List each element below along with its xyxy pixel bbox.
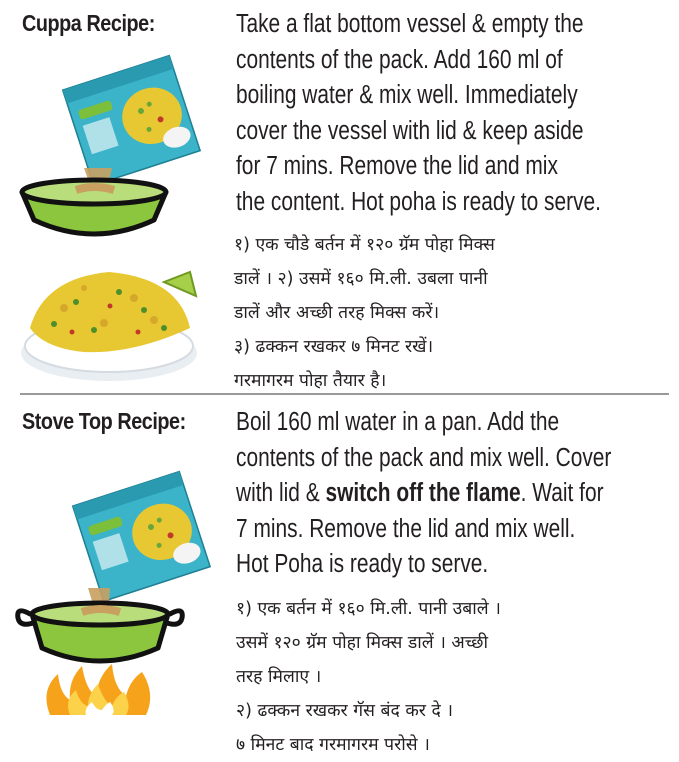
- cuppa-recipe-heading: Cuppa Recipe:: [22, 10, 155, 36]
- stove-hi-line: २) ढक्कन रखकर गॅस बंद कर दे ।: [236, 701, 453, 721]
- stove-hi-line: ७ मिनट बाद गरमागरम परोसे ।: [236, 735, 430, 755]
- cuppa-hi-line: ३) ढक्कन रखकर ७ मिनट रखें।: [234, 337, 434, 357]
- stove-en-line: 7 mins. Remove the lid and mix well.: [236, 514, 576, 543]
- cuppa-english-instructions: [236, 7, 671, 220]
- stove-en-line: Hot Poha is ready to serve.: [236, 550, 489, 578]
- cuppa-hi-line: डालें । २) उसमें १६० मि.ली. उबला पानी: [234, 269, 488, 289]
- cuppa-hi-line: १) एक चौडे बर्तन में १२० ग्रॅम पोहा मिक्स: [234, 235, 495, 255]
- cuppa-hi-line: गरमागरम पोहा तैयार है।: [234, 371, 387, 391]
- poha-plate-image: [14, 258, 204, 388]
- cuppa-en-line: cover the vessel with lid & keep aside: [236, 116, 584, 145]
- stove-top-recipe-heading: Stove Top Recipe:: [22, 408, 186, 434]
- cuppa-hindi-instructions: [234, 228, 495, 398]
- cuppa-en-line: contents of the pack. Add 160 ml of: [236, 45, 563, 74]
- flame-icon: [30, 660, 170, 720]
- stove-english-instructions: [236, 405, 671, 583]
- switch-off-flame-emphasis: switch off the flame: [325, 479, 521, 507]
- stove-en-line: [236, 476, 671, 512]
- stove-hindi-instructions: [236, 592, 501, 762]
- cuppa-en-line: boiling water & mix well. Immediately: [236, 81, 578, 109]
- cuppa-en-line: Take a flat bottom vessel & empty the: [236, 10, 584, 38]
- cuppa-hi-line: डालें और अच्छी तरह मिक्स करें।: [234, 303, 440, 323]
- cuppa-en-line: for 7 mins. Remove the lid and mix: [236, 152, 558, 180]
- stove-en-line: contents of the pack and mix well. Cover: [236, 443, 612, 472]
- cuppa-en-line: the content. Hot poha is ready to serve.: [236, 187, 601, 216]
- stove-hi-line: तरह मिलाए ।: [236, 667, 322, 687]
- stove-en-line: Boil 160 ml water in a pan. Add the: [236, 408, 560, 436]
- stove-hi-line: उसमें १२० ग्रॅम पोहा मिक्स डालें । अच्छी: [236, 633, 489, 653]
- stove-hi-line: १) एक बर्तन में १६० मि.ली. पानी उबाले ।: [236, 599, 501, 619]
- section-divider: [20, 393, 669, 395]
- stove-en-line3-end: . Wait for: [520, 479, 604, 507]
- cuppa-bowl-icon: [14, 150, 174, 250]
- stove-en-line3-start: with lid &: [236, 479, 326, 507]
